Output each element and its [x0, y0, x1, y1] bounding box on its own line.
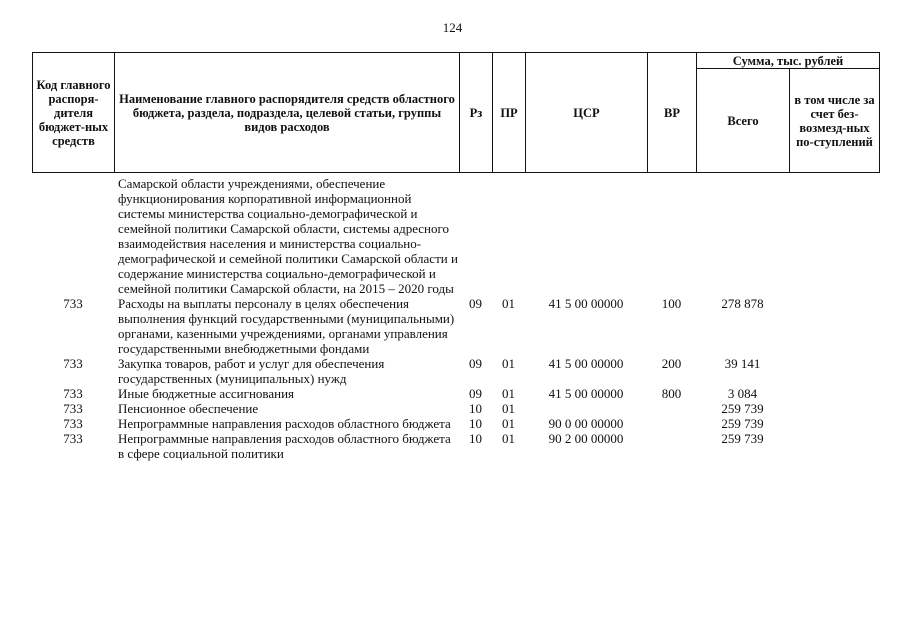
cell-vr — [647, 401, 696, 416]
cell-total: 259 739 — [721, 416, 764, 431]
table-row — [32, 416, 882, 431]
cell-rz: 09 — [469, 296, 482, 311]
cell-total: 39 141 — [724, 356, 761, 371]
table-row — [32, 386, 882, 401]
cell-code: 733 — [63, 431, 83, 446]
cell-code: 733 — [63, 356, 83, 371]
cell-code: 733 — [63, 296, 83, 311]
cell-code — [32, 176, 114, 296]
table-row — [32, 296, 882, 356]
cell-free — [789, 416, 879, 431]
cell-name: Расходы на выплаты персоналу в целях обеспечения выполнения функций государственными (муниципальными) органами, казенными учреждениями, органами управления государственными внебюджетными фондами — [118, 296, 455, 356]
header-code: Код главного распоря-дителя бюджет-ных средств — [33, 53, 115, 173]
cell-vr — [647, 431, 696, 461]
cell-name: Самарской области учреждениями, обеспечение функционирования корпоративной информационной системы министерства социально-демографической и семейной политики Самарской области, системы адресного взаимодействия населения и министерства социально-демографической и семейной политики Самарской области и содержание министерства социально-демографической и семейной политики Самарской области, на 2015 – 2020 годы — [118, 176, 458, 296]
cell-csr — [525, 401, 647, 416]
cell-total: 259 739 — [721, 401, 764, 416]
page-number: 124 — [442, 20, 463, 35]
cell-total: 278 878 — [721, 296, 764, 311]
table-row — [32, 356, 882, 386]
cell-pr — [492, 176, 525, 296]
cell-free — [789, 401, 879, 416]
cell-code: 733 — [63, 416, 83, 431]
cell-csr: 41 5 00 00000 — [548, 296, 624, 311]
table-row — [32, 176, 882, 296]
cell-name: Пенсионное обеспечение — [118, 401, 259, 416]
cell-pr: 01 — [502, 416, 515, 431]
header-csr: ЦСР — [526, 53, 648, 173]
cell-vr — [647, 176, 696, 296]
header-free: в том числе за счет без-возмезд-ных по-ступлений — [790, 69, 880, 173]
cell-total: 3 084 — [727, 386, 758, 401]
cell-free — [789, 296, 879, 356]
cell-vr — [647, 416, 696, 431]
cell-name: Непрограммные направления расходов областного бюджета — [118, 416, 451, 431]
cell-code: 733 — [63, 386, 83, 401]
table-header — [32, 52, 880, 173]
cell-csr: 90 2 00 00000 — [548, 431, 624, 446]
cell-pr: 01 — [502, 401, 515, 416]
cell-pr: 01 — [502, 356, 515, 371]
header-sum: Сумма, тыс. рублей — [697, 53, 880, 69]
header-pr: ПР — [493, 53, 526, 173]
cell-total — [696, 176, 789, 296]
cell-code: 733 — [63, 401, 83, 416]
cell-pr: 01 — [502, 431, 515, 446]
cell-name: Непрограммные направления расходов областного бюджета в сфере социальной политики — [118, 431, 451, 461]
cell-total: 259 739 — [721, 431, 764, 446]
cell-rz: 10 — [469, 431, 482, 446]
cell-name: Иные бюджетные ассигнования — [118, 386, 295, 401]
table-row — [32, 431, 882, 461]
header-rz: Рз — [460, 53, 493, 173]
cell-pr: 01 — [502, 296, 515, 311]
header-vr: ВР — [648, 53, 697, 173]
cell-name: Закупка товаров, работ и услуг для обеспечения государственных (муниципальных) нужд — [118, 356, 385, 386]
cell-csr: 90 0 00 00000 — [548, 416, 624, 431]
cell-vr: 800 — [661, 386, 682, 401]
cell-rz: 09 — [469, 386, 482, 401]
cell-csr: 41 5 00 00000 — [548, 386, 624, 401]
header-name: Наименование главного распорядителя средств областного бюджета, раздела, подраздела, целевой статьи, группы видов расходов — [115, 53, 460, 173]
cell-free — [789, 356, 879, 386]
cell-csr — [525, 176, 647, 296]
cell-rz: 10 — [469, 401, 482, 416]
cell-rz: 10 — [469, 416, 482, 431]
cell-free — [789, 176, 879, 296]
cell-rz: 09 — [469, 356, 482, 371]
cell-vr: 100 — [661, 296, 682, 311]
cell-rz — [459, 176, 492, 296]
table-body — [32, 176, 882, 461]
cell-csr: 41 5 00 00000 — [548, 356, 624, 371]
header-total: Всего — [697, 69, 790, 173]
cell-pr: 01 — [502, 386, 515, 401]
table-row — [32, 401, 882, 416]
cell-free — [789, 431, 879, 461]
cell-free — [789, 386, 879, 401]
cell-vr: 200 — [661, 356, 682, 371]
